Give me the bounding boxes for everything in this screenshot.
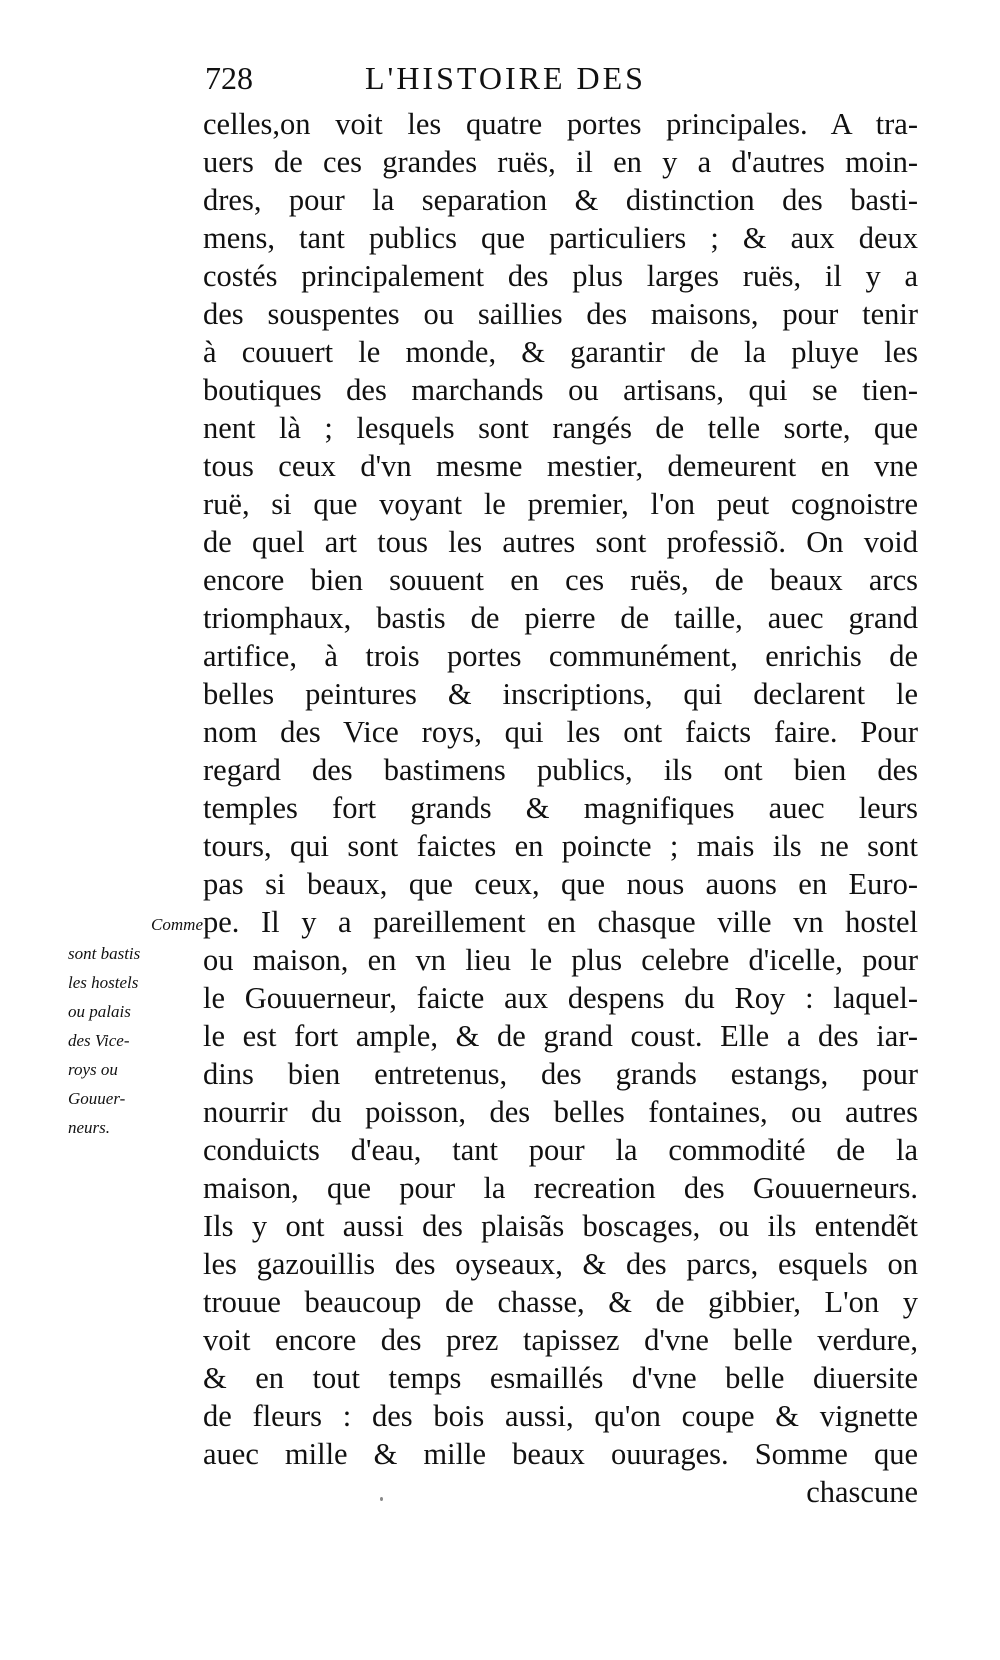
text-line: maison, que pour la recreation des Gouuerneurs. <box>203 1171 918 1205</box>
text-line: ou maison, en vn lieu le plus celebre d'icelle, pour <box>203 943 918 977</box>
text-line: Ils y ont aussi des plaisãs boscages, ou ils entendẽt <box>203 1209 918 1243</box>
catchword: chascune <box>806 1475 918 1509</box>
text-line: tous ceux d'vn mesme mestier, demeurent en vne <box>203 449 918 483</box>
text-line: regard des bastimens publics, ils ont bien des <box>203 753 918 787</box>
body-text <box>203 105 918 1511</box>
text-line: des souspentes ou saillies des maisons, pour tenir <box>203 297 918 331</box>
text-line: pe. Il y a pareillement en chasque ville vn hostel <box>203 905 918 939</box>
page-header <box>205 58 905 98</box>
text-line: le est fort ample, & de grand coust. Elle a des iar- <box>203 1019 918 1053</box>
margin-note-line: roys ou <box>68 1060 118 1079</box>
text-line: de fleurs : des bois aussi, qu'on coupe & vignette <box>203 1399 918 1433</box>
text-line: belles peintures & inscriptions, qui declarent le <box>203 677 918 711</box>
page-number: 728 <box>205 60 253 96</box>
text-line: dins bien entretenus, des grands estangs, pour <box>203 1057 918 1091</box>
text-line: temples fort grands & magnifiques auec leurs <box>203 791 918 825</box>
ink-speck <box>380 1497 383 1501</box>
text-line: dres, pour la separation & distinction des basti- <box>203 183 918 217</box>
margin-note-line: Gouuer- <box>68 1089 126 1108</box>
text-line: les gazouillis des oyseaux, & des parcs, esquels on <box>203 1247 918 1281</box>
text-line: à couuert le monde, & garantir de la pluye les <box>203 335 918 369</box>
margin-note-line: Comme <box>151 915 203 934</box>
text-line: pas si beaux, que ceux, que nous auons en Euro- <box>203 867 918 901</box>
margin-note <box>68 910 203 1142</box>
text-line: costés principalement des plus larges ruës, il y a <box>203 259 918 293</box>
text-line: de quel art tous les autres sont professiõ. On void <box>203 525 918 559</box>
text-line: artifice, à trois portes communément, enrichis de <box>203 639 918 673</box>
text-line: & en tout temps esmaillés d'vne belle diuersite <box>203 1361 918 1395</box>
text-line: triomphaux, bastis de pierre de taille, auec grand <box>203 601 918 635</box>
text-line: celles,on voit les quatre portes principales. A tra- <box>203 107 918 141</box>
text-line: mens, tant publics que particuliers ; & aux deux <box>203 221 918 255</box>
text-line: tours, qui sont faictes en poincte ; mais ils ne sont <box>203 829 918 863</box>
margin-note-line: des Vice- <box>68 1031 130 1050</box>
text-line: conduicts d'eau, tant pour la commodité de la <box>203 1133 918 1167</box>
margin-note-line: ou palais <box>68 1002 131 1021</box>
text-line: boutiques des marchands ou artisans, qui se tien- <box>203 373 918 407</box>
text-line: voit encore des prez tapissez d'vne belle verdure, <box>203 1323 918 1357</box>
text-line: trouue beaucoup de chasse, & de gibbier, L'on y <box>203 1285 918 1319</box>
text-line: auec mille & mille beaux ouurages. Somme que <box>203 1437 918 1471</box>
margin-note-line: sont bastis <box>68 944 141 963</box>
text-line: ruë, si que voyant le premier, l'on peut cognoistre <box>203 487 918 521</box>
text-line: nourrir du poisson, des belles fontaines, ou autres <box>203 1095 918 1129</box>
text-line: encore bien souuent en ces ruës, de beaux arcs <box>203 563 918 597</box>
text-line: nent là ; lesquels sont rangés de telle sorte, que <box>203 411 918 445</box>
running-title: L'HISTOIRE DES <box>365 60 646 96</box>
margin-note-line: les hostels <box>68 973 139 992</box>
margin-note-line: neurs. <box>68 1118 111 1137</box>
text-line: uers de ces grandes ruës, il en y a d'autres moin- <box>203 145 918 179</box>
text-line: nom des Vice roys, qui les ont faicts faire. Pour <box>203 715 918 749</box>
text-line: le Gouuerneur, faicte aux despens du Roy : laquel- <box>203 981 918 1015</box>
